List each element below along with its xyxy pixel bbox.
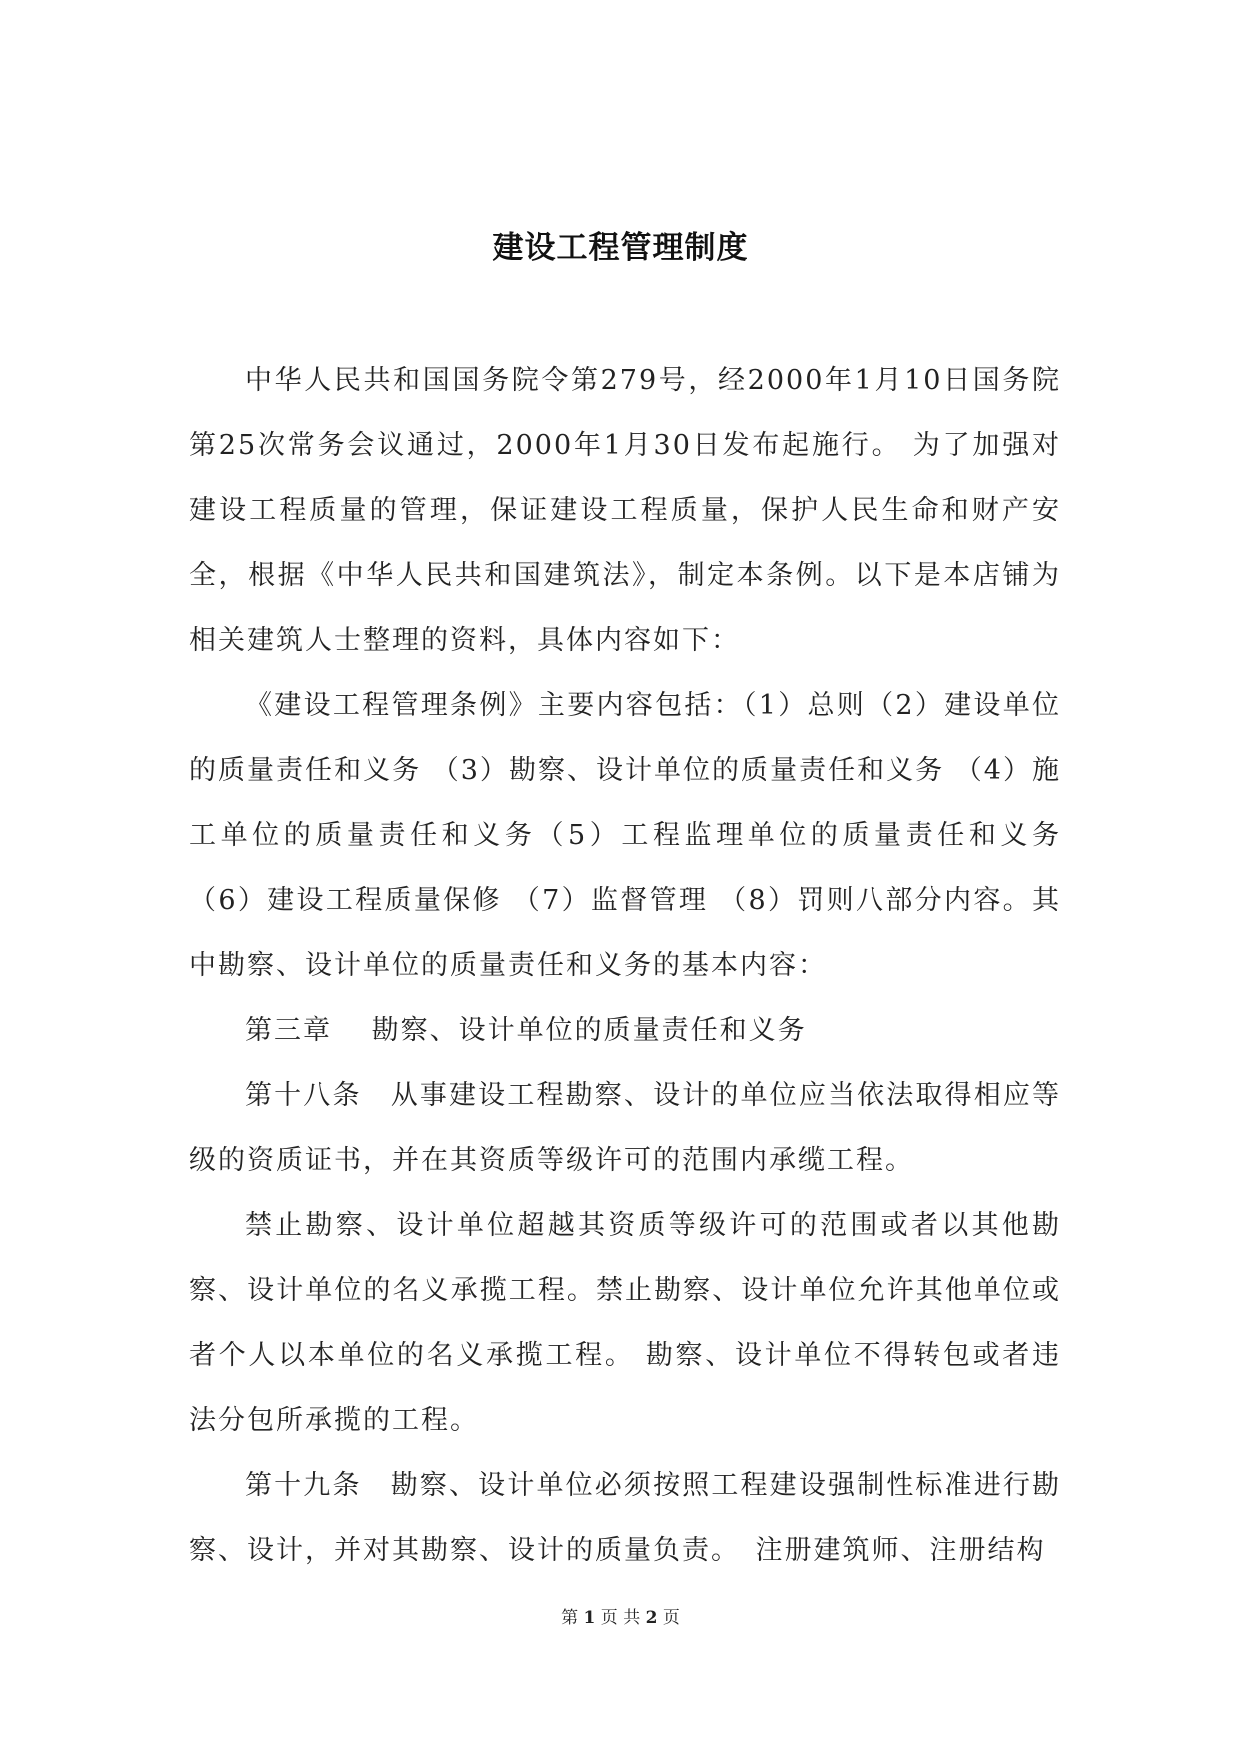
paragraph-intro <box>189 348 1061 673</box>
document-body <box>189 348 1072 1583</box>
paragraph-text: 第十八条 从事建设工程勘察、设计的单位应当依法取得相应等级的资质证书，并在其资质等级许可的范围内承缆工程。 <box>189 1080 1061 1176</box>
paragraph-text: 《建设工程管理条例》主要内容包括：（1）总则（2）建设单位的质量责任和义务 （3）勘察、设计单位的质量责任和义务 （4）施工单位的质量责任和义务（5）工程监理单位的质量责任和义务 （6）建设工程质量保修 （7）监督管理 （8）罚则八部分内容。其中勘察、设计单位的质量责任和义务的基本内容： <box>189 690 1072 981</box>
current-page-number: 1 <box>583 1608 596 1628</box>
paragraph-article-18 <box>189 1063 1061 1193</box>
paragraph-contents-summary <box>189 673 1072 998</box>
paragraph-article-19 <box>189 1453 1061 1583</box>
paragraph-text: 禁止勘察、设计单位超越其资质等级许可的范围或者以其他勘察、设计单位的名义承揽工程。禁止勘察、设计单位允许其他单位或者个人以本单位的名义承揽工程。 勘察、设计单位不得转包或者违法分包所承揽的工程。 <box>189 1210 1061 1436</box>
footer-middle: 页 共 <box>600 1608 641 1628</box>
page-footer <box>0 1603 1241 1628</box>
footer-suffix: 页 <box>662 1608 680 1628</box>
total-pages-number: 2 <box>645 1608 658 1628</box>
paragraph-text: 中华人民共和国国务院令第279号，经2000年1月10日国务院第25次常务会议通过，2000年1月30日发布起施行。 为了加强对建设工程质量的管理，保证建设工程质量，保护人民生命和财产安全，根据《中华人民共和国建筑法》，制定本条例。以下是本店铺为相关建筑人士整理的资料，具体内容如下： <box>189 365 1062 656</box>
chapter-heading <box>189 998 1061 1063</box>
footer-prefix: 第 <box>561 1608 579 1628</box>
paragraph-prohibitions <box>189 1193 1061 1453</box>
paragraph-text: 第三章 勘察、设计单位的质量责任和义务 <box>245 1015 807 1046</box>
document-title: 建设工程管理制度 <box>492 230 749 266</box>
paragraph-text: 第十九条 勘察、设计单位必须按照工程建设强制性标准进行勘察、设计，并对其勘察、设计的质量负责。 注册建筑师、注册结构 <box>189 1470 1061 1566</box>
